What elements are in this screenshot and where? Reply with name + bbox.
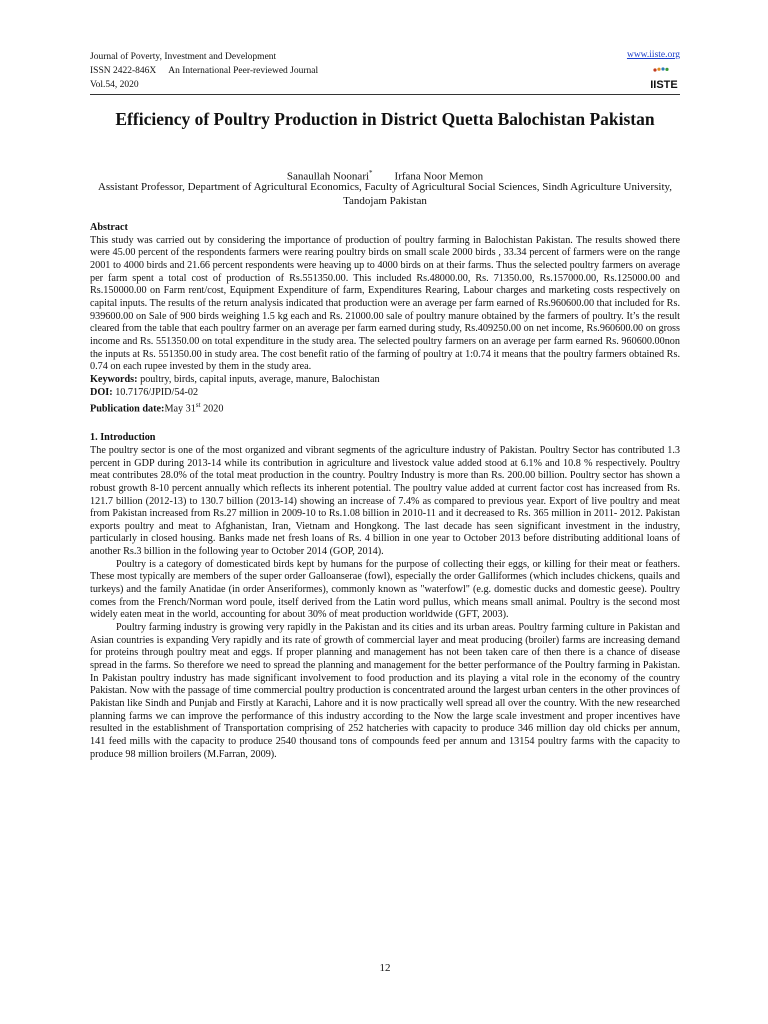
author-1: Sanaullah Noonari	[286, 170, 370, 183]
issn-line	[90, 64, 318, 78]
pubdate-day: May 31	[164, 403, 196, 415]
keywords: poultry, birds, capital inputs, average, manure, Balochistan	[140, 373, 380, 385]
pubdate-label: Publication date:	[90, 403, 165, 415]
affiliation: Assistant Professor, Department of Agricultural Economics, Faculty of Agricultural Social Sciences, Sindh Agriculture University, Tandojam Pakistan	[97, 181, 673, 207]
pubdate-sup: st	[195, 401, 201, 410]
logo-text: IISTE	[650, 79, 678, 91]
journal-page	[90, 0, 680, 1024]
doi-label: DOI:	[90, 386, 113, 398]
pubdate-year: 2020	[203, 403, 224, 415]
keywords-label: Keywords:	[90, 373, 138, 385]
iiste-logo	[650, 66, 678, 92]
paper-body	[90, 222, 680, 761]
website-link[interactable]: www.iiste.org	[626, 50, 680, 60]
introduction-heading: 1. Introduction	[90, 432, 156, 444]
author-2: Irfana Noor Memon	[394, 170, 484, 183]
intro-paragraph-3: Poultry farming industry is growing very rapidly in the Pakistan and its cities and its urban areas. Poultry farming culture in Pakistan and Asian countries is expanding Very rapidly and its rate of growth of commercial layer and meat producing (broiler) farms are increasing demand for proteins through poultry meat and eggs. If proper planning and management has not been taken care of then there is a chance of disease spread in the farms. So therefore we need to spread the planning and management for the better performance of the Poultry farming in Pakistan. In Pakistan poultry industry has made significant involvement to food production and its playing a vital role in the economy of the country Pakistan. Now with the passage of time commercial poultry production is concentrated around the largest urban centers in the other provinces of Pakistan like Sindh and Punjab and Firstly at Karachi, Lahore and it is now practically well spread all over the country. With the new researched planning farms we can improve the performance of this industry according to the Now the large scale investment and proper incentives have resulted in the establishment of Transportation comprising of 252 hatcheries with capacity to produce 346 million day old chicks per annum, 141 feed mills with the capacity to produce 2540 thousand tons of compounds feed per annum and 13154 poultry farms with the capacity to produce 98 million broilers (M.Farran, 2009).	[90, 622, 680, 760]
intro-paragraph-1: The poultry sector is one of the most organized and vibrant segments of the agriculture industry of Pakistan. Poultry Sector has contributed 1.3 percent in GDP during 2013-14 while its contribution in agriculture and livestock value added stood at 6.1% and 10.8 % respectively. Poultry meat contributes 28.0% of the total meat production in the country. Poultry Industry is more than Rs. 200.00 billion. Poultry sector has shown a robust growth 8-10 percent annually which reflects its inherent potential. The poultry value added at current factor cost has increased from Rs. 121.7 billion (2012-13) to 130.7 billion (2013-14) showing an increase of 7.4% as compared to previous year. Export of live poultry and meat from Pakistan increased from Rs.27 million in 2009-10 to Rs.1.08 billion in 2010-11 and it decreased to Rs. 365 million in 2011- 2012. Pakistan exports poultry and meat to Afghanistan, Iran, Vietnam and Hongkong. The last decade has seen significant investment in the industry, particularly in closed housing. Banks made net fresh loans of Rs. 4 billion in one year to October 2013 before distributing additional loans of another Rs.3 billion in the following year to October 2014 (GOP, 2014).	[90, 444, 680, 558]
running-header	[90, 50, 318, 92]
issn: ISSN 2422-846X	[90, 66, 157, 76]
paper-title: Efficiency of Poultry Production in District Quetta Balochistan Pakistan	[115, 109, 655, 129]
author-1-mark: *	[369, 169, 373, 177]
header-right	[627, 50, 680, 63]
abstract-text: This study was carried out by considering the importance of production of poultry farming in Balochistan Pakistan. The results showed there were 45.00 percent of the respondents farmers were rearing poultry birds on small scale 2000 birds , 33.34 percent of farmers were on the range 2001 to 4000 birds and 21.66 percent respondents were heaving up to 4000 birds on at their farms. Thus the selected poultry farmers on average per farm spent a total cost of production of Rs.551350.00. This included Rs.48000.00, Rs. 71350.00, Rs.157000.00, Rs.125000.00 and Rs.150000.00 on Farm rent/cost, Equipment Expenditure of farm, Expenditures Rearing, Labour charges and marketing costs respectively on capital inputs. The results of the return analysis indicated that production were an average per farm earned of Rs.960600.00 that included for Rs. 939600.00 on Sale of 900 birds weighing 1.5 kg each and Rs. 21000.00 sale of poultry manure obtained by the farmers of poultry. It’s the result cleared from the table that each poultry farmer on an average per farm earned during study, Rs.409250.00 on net income, Rs.960600.00 on gross income and Rs. 551350.00 on total expenditure in the study area. The selected poultry farmers on an average per farm earned Rs. 960600.00non the inputs at Rs. 551350.00 in study area. The cost benefit ratio of the farming of poultry at 1:0.74 it means that the poultry farmers obtained Rs. 0.74 on each rupee invested by them in the study area.	[90, 234, 680, 373]
header-divider	[90, 94, 680, 95]
journal-type: An International Peer-reviewed Journal	[168, 66, 319, 76]
keywords-line	[90, 374, 680, 387]
pubdate-line	[90, 399, 680, 416]
volume: Vol.54, 2020	[90, 80, 139, 90]
journal-name: Journal of Poverty, Investment and Development	[90, 52, 277, 62]
doi-line	[90, 387, 680, 400]
page-number: 12	[379, 962, 391, 974]
intro-paragraph-2: Poultry is a category of domesticated birds kept by humans for the purpose of collecting their eggs, or killing for their meat or feathers. These most typically are members of the super order Galloanserae (fowl), especially the order Galliformes (which includes chickens, quails and turkeys) and the family Anatidae (in order Anseriformes), commonly known as "waterfowl" (e.g. domestic ducks and domestic geese). Poultry comes from the French/Norman word poule, itself derived from the Latin word pullus, which means small animal. Poultry is the second most widely eaten meat in the world, accounting for about 30% of meat production worldwide (GFT, 2003).	[90, 558, 680, 621]
doi: 10.7176/JPID/54-02	[115, 386, 199, 398]
abstract-heading: Abstract	[90, 222, 128, 233]
